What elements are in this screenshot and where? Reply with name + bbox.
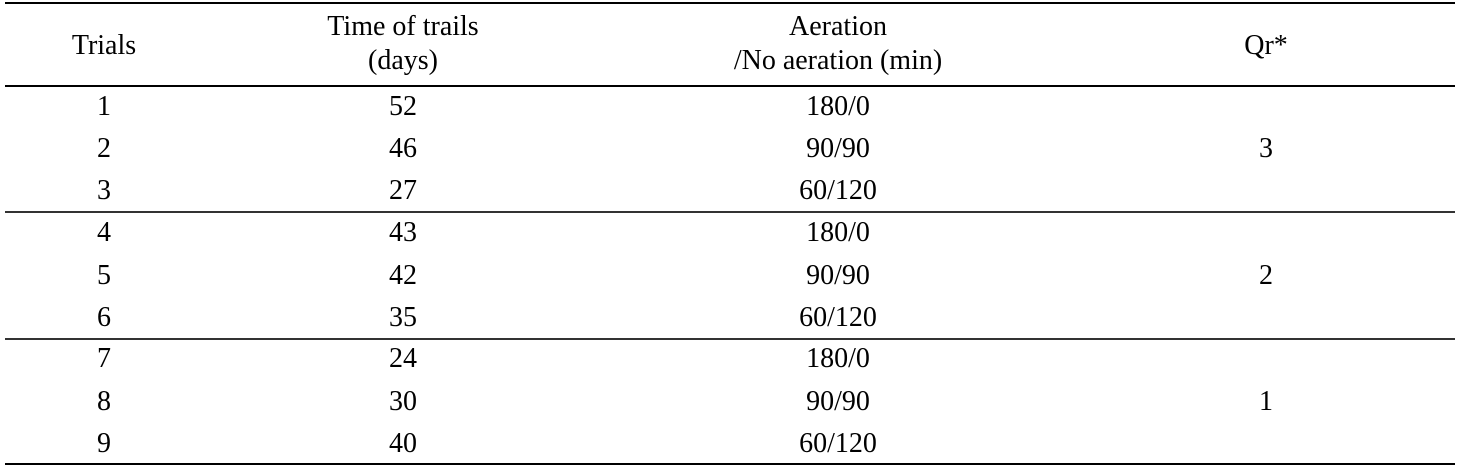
header-aeration — [734, 10, 942, 78]
cell-trial: 8 — [97, 386, 111, 417]
cell-aeration: 180/0 — [806, 217, 870, 248]
header-qr — [1244, 29, 1288, 63]
cell-aeration: 180/0 — [806, 343, 870, 374]
cell-trial: 3 — [97, 175, 111, 206]
cell-days: 30 — [389, 386, 417, 417]
header-time-line2: (days) — [368, 45, 438, 76]
header-trials-label: Trials — [71, 30, 137, 61]
cell-days: 46 — [389, 133, 417, 164]
header-qr-label: Qr* — [1244, 30, 1288, 61]
cell-aeration: 60/120 — [799, 175, 877, 206]
cell-days: 35 — [389, 302, 417, 333]
cell-qr: 1 — [1259, 386, 1273, 417]
header-time-line1: Time of trails — [327, 11, 479, 42]
cell-trial: 5 — [97, 260, 111, 291]
cell-days: 27 — [389, 175, 417, 206]
header-aeration-line1: Aeration — [789, 11, 887, 42]
cell-trial: 7 — [97, 343, 111, 374]
cell-days: 52 — [389, 91, 417, 122]
cell-trial: 6 — [97, 302, 111, 333]
cell-qr: 2 — [1259, 260, 1273, 291]
cell-trial: 1 — [97, 91, 111, 122]
header-rule — [5, 85, 1455, 87]
cell-aeration: 60/120 — [799, 428, 877, 459]
cell-days: 42 — [389, 260, 417, 291]
header-aeration-line2: /No aeration (min) — [733, 45, 943, 76]
bottom-rule — [5, 463, 1455, 465]
top-rule — [5, 2, 1455, 4]
cell-aeration: 60/120 — [799, 302, 877, 333]
cell-trial: 4 — [97, 217, 111, 248]
cell-aeration: 90/90 — [806, 133, 870, 164]
cell-trial: 2 — [97, 133, 111, 164]
cell-aeration: 90/90 — [806, 260, 870, 291]
header-time — [327, 10, 478, 78]
cell-days: 43 — [389, 217, 417, 248]
group-rule — [5, 211, 1455, 213]
cell-trial: 9 — [97, 428, 111, 459]
cell-days: 24 — [389, 343, 417, 374]
cell-aeration: 90/90 — [806, 386, 870, 417]
cell-days: 40 — [389, 428, 417, 459]
cell-qr: 3 — [1259, 133, 1273, 164]
header-trials — [72, 29, 136, 63]
group-rule — [5, 338, 1455, 340]
cell-aeration: 180/0 — [806, 91, 870, 122]
